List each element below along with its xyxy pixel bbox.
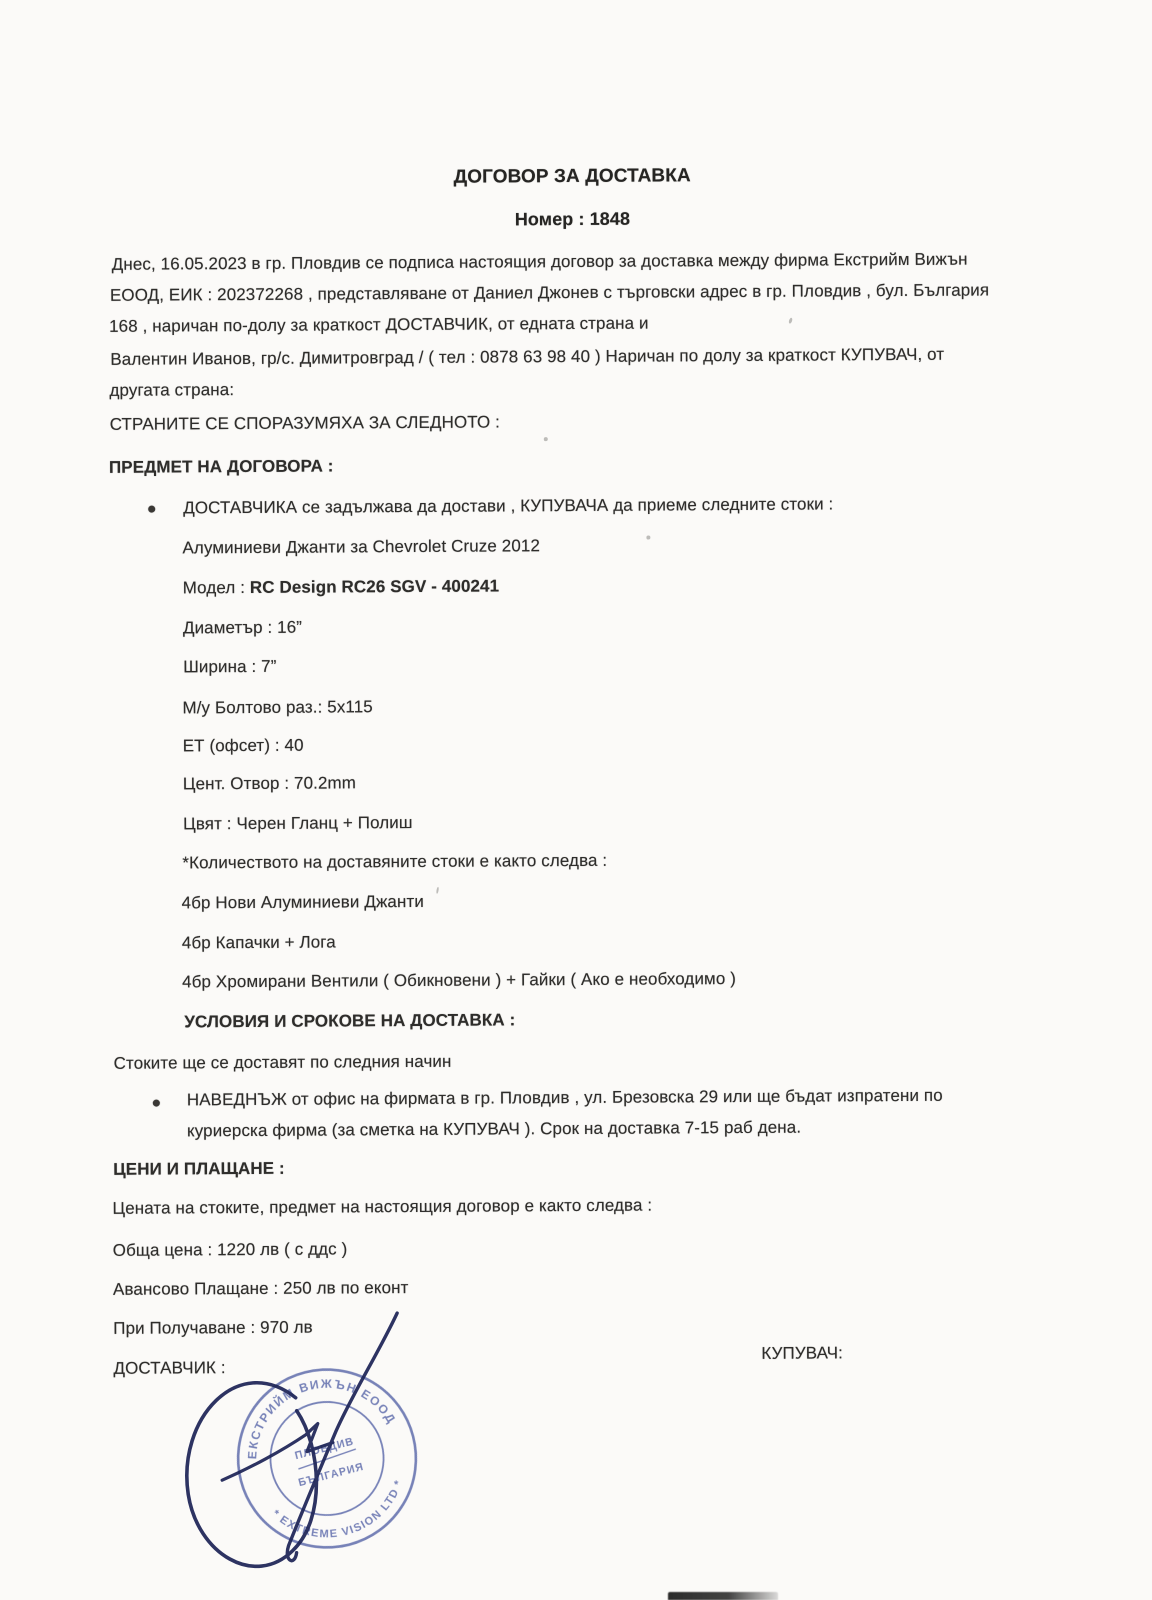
quantity-note: *Количеството на доставяните стоки е както следва : (182, 850, 608, 873)
scan-edge-artifact (668, 1592, 778, 1600)
price-advance: Авансово Плащане : 250 лв по еконт (112, 1278, 409, 1299)
intro-paragraph1-line3: 168 , наричан по-долу за краткост ДОСТАВЧИК, от едната страна и (109, 313, 649, 336)
stamp-arc-top-text: ЕКСТРИЙМ ВИЖЪН ЕООД (245, 1376, 399, 1460)
scan-speck (788, 317, 793, 324)
obligation-bullet: ДОСТАВЧИКА се задължава да достави , КУПУВАЧА да приеме следните стоки : (183, 494, 834, 518)
contract-title: ДОГОВОР ЗА ДОСТАВКА (453, 165, 691, 188)
model-value: RC Design RC26 SGV - 400241 (249, 576, 500, 597)
price-on-delivery: При Получаване : 970 лв (113, 1317, 313, 1338)
spec-width: Ширина : 7” (183, 656, 277, 677)
quantity-valves: 4бр Хромирани Вентили ( Обикновени ) + Гайки ( Ако е необходимо ) (182, 969, 737, 992)
subject-heading: ПРЕДМЕТ НА ДОГОВОРА : (108, 456, 334, 477)
intro-paragraph1-line1: Днес, 16.05.2023 в гр. Пловдив се подписа настоящия договор за доставка между фирма Екстрийм Вижън (111, 249, 968, 274)
quantity-wheels: 4бр Нови Алуминиеви Джанти (181, 891, 424, 913)
pricing-intro: Цената на стоките, предмет на настоящия договор е както следва : (112, 1195, 653, 1218)
bullet-dot (153, 1100, 160, 1107)
stamp-arc-bottom-text: * EXTREME VISION LTD * (269, 1478, 406, 1541)
stamp-center-city: ПЛОВДИВ (293, 1435, 356, 1463)
delivery-bullet-line2: куриерска фирма (за сметка на КУПУВАЧ ). Срок на доставка 7-15 раб дена. (186, 1117, 802, 1141)
model-line (183, 576, 500, 598)
signature-loop (186, 1382, 317, 1566)
scan-speck (646, 536, 650, 540)
product-line: Алуминиеви Джанти за Chevrolet Cruze 2012 (182, 536, 541, 558)
model-label: Модел : (182, 577, 250, 598)
quantity-caps: 4бр Капачки + Лога (181, 932, 336, 953)
spec-offset: ЕТ (офсет) : 40 (182, 735, 304, 756)
supplier-label: ДОСТАВЧИК : (113, 1358, 226, 1378)
agreement-line: СТРАНИТЕ СЕ СПОРАЗУМЯХА ЗА СЛЕДНОТО : (109, 412, 500, 434)
delivery-bullet-line1: НАВЕДНЪЖ от офис на фирмата в гр. Пловдив , ул. Брезовска 29 или ще бъдат изпратени по (186, 1085, 943, 1110)
spec-diameter: Диаметър : 16” (182, 617, 303, 638)
spec-center-bore: Цент. Отвор : 70.2mm (182, 773, 357, 794)
signature (143, 1299, 475, 1600)
stamp-center-country: БЪЛГАРИЯ (297, 1461, 366, 1490)
intro-paragraph1-line2: ЕООД, ЕИК : 202372268 , представляване от Даниел Джонев с търговски адрес в гр. Пловдив , бул. България (109, 280, 990, 305)
bullet-dot (148, 506, 155, 513)
delivery-intro: Стоките ще се доставят по следния начин (113, 1051, 452, 1073)
contract-number: Номер : 1848 (514, 208, 631, 230)
scan-speck (436, 887, 439, 894)
spec-bolt-pattern: М/у Болтово раз.: 5x115 (182, 697, 373, 718)
spec-color: Цвят : Черен Гланц + Полиш (183, 812, 413, 834)
pricing-heading: ЦЕНИ И ПЛАЩАНЕ : (113, 1158, 285, 1179)
intro-paragraph2-line1: Валентин Иванов, гр/с. Димитровград / ( тел : 0878 63 98 40 ) Наричан по долу за краткост КУПУВАЧ, от (110, 344, 945, 369)
terms-heading: УСЛОВИЯ И СРОКОВЕ НА ДОСТАВКА : (184, 1010, 516, 1032)
buyer-label: КУПУВАЧ: (761, 1343, 844, 1363)
scan-speck (544, 437, 548, 441)
price-total: Обща цена : 1220 лв ( с ддс ) (112, 1239, 348, 1260)
intro-paragraph2-line2: другата страна: (109, 380, 235, 400)
